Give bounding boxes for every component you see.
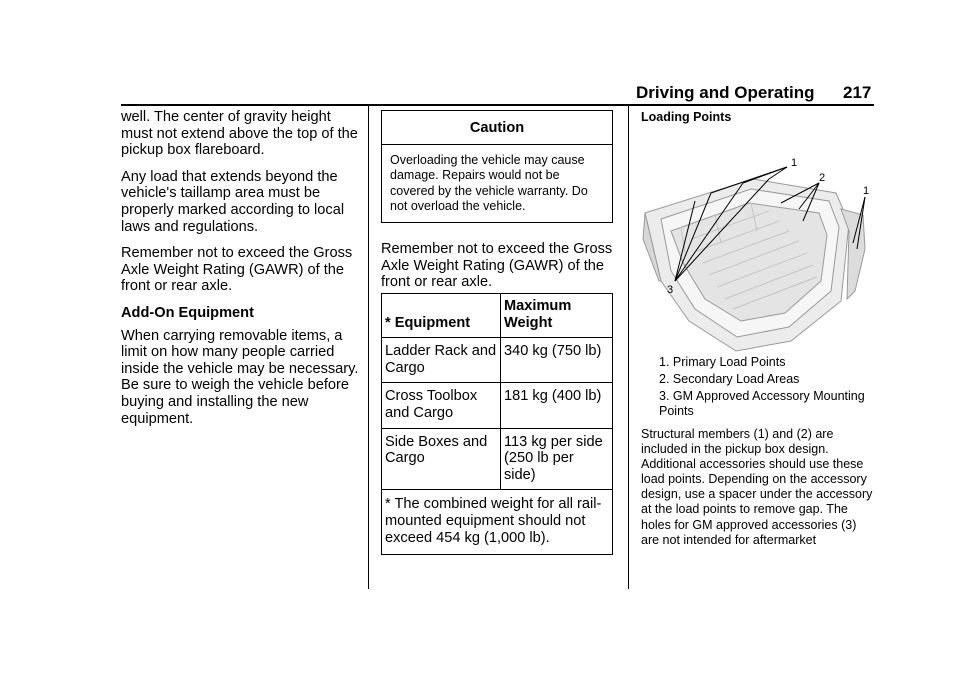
table-row xyxy=(382,428,613,490)
paragraph-taillamp: Any load that extends beyond the vehicle's taillamp area must be properly marked according to local laws and regulations. xyxy=(121,168,345,235)
pickup-bed-illustration xyxy=(641,131,877,353)
header-rule xyxy=(121,104,874,106)
figure-title: Loading Points xyxy=(641,110,732,124)
column-3 xyxy=(641,110,877,548)
page-number: 217 xyxy=(843,83,872,102)
heading-add-on-equipment: Add-On Equipment xyxy=(121,304,254,321)
table-note-row xyxy=(382,490,613,555)
cell-weight: 113 kg per side (250 lb per side) xyxy=(501,428,613,490)
column-2 xyxy=(381,110,613,555)
table-header-row xyxy=(382,293,613,337)
column-divider-1 xyxy=(368,104,369,589)
figure-legend xyxy=(641,355,877,419)
cell-equipment: Cross Toolbox and Cargo xyxy=(382,383,501,428)
paragraph-gawr: Remember not to exceed the Gross Axle Weight Rating (GAWR) of the front or rear axle. xyxy=(121,245,353,295)
header-equipment: * Equipment xyxy=(382,293,501,337)
caution-box xyxy=(381,110,613,223)
table-row xyxy=(382,338,613,383)
cell-weight: 181 kg (400 lb) xyxy=(501,383,613,428)
callout-3: 3 xyxy=(667,284,674,296)
section-title: Driving and Operating xyxy=(636,83,815,102)
cell-equipment: Side Boxes and Cargo xyxy=(382,428,501,490)
paragraph-structural-members: Structural members (1) and (2) are included in the pickup box design. Additional accessories should use these load points. Depending on the accessory design, use a spacer under the accessory at the load points to remove gap. The holes for GM approved accessories (3) are not intended for aftermarket xyxy=(641,427,873,547)
callout-1-right: 1 xyxy=(863,185,870,197)
weight-table xyxy=(381,293,613,555)
legend-item: 3. GM Approved Accessory Mounting Points xyxy=(659,389,865,418)
column-divider-2 xyxy=(628,104,629,589)
table-row xyxy=(382,383,613,428)
column-1 xyxy=(121,109,361,437)
callout-1-top: 1 xyxy=(791,157,798,169)
callout-2: 2 xyxy=(819,172,826,184)
paragraph-add-on: When carrying removable items, a limit on how many people carried inside the vehicle may be necessary. Be sure to weigh the vehicle before buying and installing the new equipment. xyxy=(121,327,359,427)
paragraph-gawr-2: Remember not to exceed the Gross Axle Weight Rating (GAWR) of the front or rear axle. xyxy=(381,241,613,291)
cell-weight: 340 kg (750 lb) xyxy=(501,338,613,383)
paragraph-gravity: well. The center of gravity height must not extend above the top of the pickup box flareboard. xyxy=(121,109,358,159)
table-note: * The combined weight for all rail-mounted equipment should not exceed 454 kg (1,000 lb). xyxy=(382,490,613,555)
cell-equipment: Ladder Rack and Cargo xyxy=(382,338,501,383)
caution-title: Caution xyxy=(382,111,612,145)
legend-item: 1. Primary Load Points xyxy=(659,355,786,369)
caution-text: Overloading the vehicle may cause damage. Repairs would not be covered by the vehicle warranty. Do not overload the vehicle. xyxy=(390,153,588,213)
header-max-weight: Maximum Weight xyxy=(501,293,613,337)
legend-item: 2. Secondary Load Areas xyxy=(659,372,800,386)
